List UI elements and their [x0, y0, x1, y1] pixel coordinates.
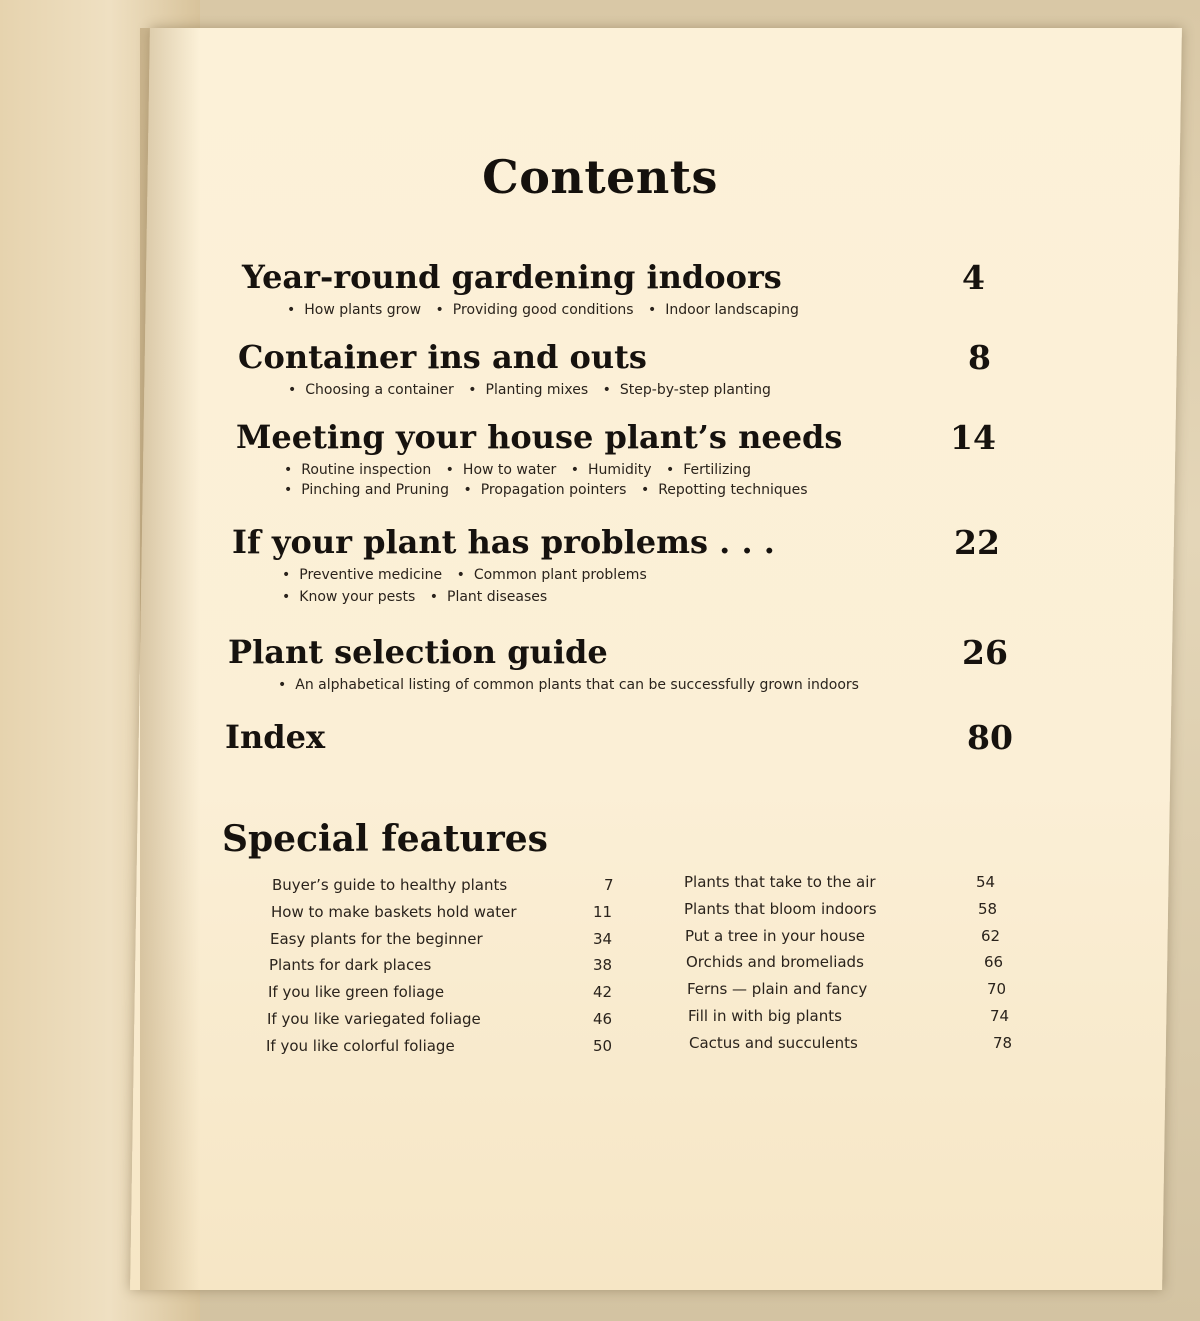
- feature-page: 54: [976, 873, 996, 891]
- section-page-number: 14: [950, 418, 996, 457]
- feature-title: Easy plants for the beginner: [270, 929, 483, 948]
- special-features-right-column: [684, 873, 1024, 1061]
- feature-page: 38: [593, 956, 613, 975]
- feature-item: [268, 983, 622, 1010]
- subtopic: • Step-by-step planting: [593, 382, 771, 398]
- toc-section: [242, 258, 985, 318]
- feature-title: How to make baskets hold water: [271, 902, 517, 921]
- subtopic-line: [284, 462, 842, 478]
- section-page-number: 8: [968, 338, 991, 377]
- feature-page: 11: [593, 902, 613, 921]
- subtopic: • Indoor landscaping: [638, 302, 799, 318]
- subtopic: • Plant diseases: [420, 589, 547, 605]
- subtopic-line: [288, 382, 771, 398]
- page-title: Contents: [482, 150, 718, 204]
- subtopic: • Fertilizing: [656, 462, 751, 478]
- feature-page: 7: [604, 876, 614, 894]
- section-page-number: 4: [962, 258, 985, 297]
- feature-title: If you like colorful foliage: [266, 1036, 455, 1055]
- section-page-number: 26: [962, 633, 1008, 672]
- feature-title: Plants that take to the air: [684, 873, 876, 891]
- feature-title: Orchids and bromeliads: [686, 953, 864, 972]
- toc-section: [232, 523, 1000, 605]
- feature-page: 42: [593, 983, 613, 1002]
- section-page-number: 80: [967, 718, 1013, 757]
- section-title: Year-round gardening indoors: [242, 258, 782, 296]
- subtopic: • Propagation pointers: [453, 482, 626, 498]
- feature-title: Plants for dark places: [269, 956, 432, 975]
- feature-item: [267, 1010, 622, 1037]
- feature-item: [686, 953, 1024, 980]
- subtopic: • Providing good conditions: [426, 302, 634, 318]
- feature-item: [687, 980, 1024, 1007]
- feature-page: 70: [987, 980, 1007, 999]
- feature-item: [269, 956, 622, 983]
- subtopic: • How to water: [436, 462, 557, 478]
- subtopic-line: [282, 589, 775, 605]
- feature-page: 62: [981, 926, 1001, 945]
- feature-item: [689, 1034, 1024, 1061]
- feature-title: Fill in with big plants: [688, 1006, 842, 1025]
- feature-item: [270, 930, 622, 957]
- feature-title: Plants that bloom indoors: [684, 899, 877, 918]
- feature-title: If you like variegated foliage: [267, 1009, 481, 1028]
- feature-page: 34: [593, 929, 613, 948]
- feature-item: [266, 1037, 622, 1064]
- feature-page: 66: [984, 953, 1004, 972]
- feature-page: 74: [990, 1006, 1010, 1025]
- section-title: If your plant has problems . . .: [232, 523, 775, 561]
- subtopic-line: [278, 677, 859, 693]
- feature-item: [684, 873, 1024, 900]
- special-features-left-column: [266, 876, 622, 1064]
- feature-item: [688, 1007, 1024, 1034]
- feature-title: Ferns — plain and fancy: [687, 980, 868, 999]
- feature-title: If you like green foliage: [268, 983, 445, 1002]
- section-title: Plant selection guide: [228, 633, 608, 671]
- section-title: Meeting your house plant’s needs: [236, 418, 843, 456]
- toc-section: [228, 633, 1008, 693]
- subtopic: • An alphabetical listing of common plants that can be successfully grown indoors: [278, 677, 859, 693]
- subtopic: • Planting mixes: [458, 382, 588, 398]
- feature-item: [272, 876, 622, 903]
- toc-section: [236, 418, 996, 498]
- section-title: Container ins and outs: [238, 338, 647, 376]
- feature-page: 58: [978, 899, 998, 918]
- subtopic-line: [287, 302, 799, 318]
- feature-page: 46: [593, 1009, 613, 1028]
- toc-section: [238, 338, 991, 398]
- section-page-number: 22: [954, 523, 1000, 562]
- feature-item: [684, 900, 1024, 927]
- feature-page: 78: [993, 1033, 1013, 1052]
- feature-title: Buyer’s guide to healthy plants: [272, 876, 508, 894]
- subtopic: • Choosing a container: [288, 382, 454, 398]
- subtopic-line: [284, 482, 842, 498]
- subtopic: • Know your pests: [282, 589, 415, 605]
- subtopic: • Routine inspection: [284, 462, 431, 478]
- feature-item: [685, 927, 1024, 954]
- subtopic: • How plants grow: [287, 302, 421, 318]
- subtopic: • Common plant problems: [447, 567, 647, 583]
- subtopic-line: [282, 567, 775, 583]
- section-title: Index: [225, 718, 326, 756]
- subtopic: • Preventive medicine: [282, 567, 442, 583]
- subtopic: • Repotting techniques: [631, 482, 808, 498]
- feature-title: Put a tree in your house: [685, 926, 866, 945]
- feature-page: 50: [593, 1036, 613, 1055]
- toc-section: [225, 718, 1013, 757]
- special-features-title: Special features: [222, 818, 548, 860]
- feature-title: Cactus and succulents: [689, 1033, 858, 1052]
- subtopic: • Humidity: [561, 462, 652, 478]
- page-gutter: [140, 28, 200, 1290]
- subtopic: • Pinching and Pruning: [284, 482, 449, 498]
- feature-item: [271, 903, 622, 930]
